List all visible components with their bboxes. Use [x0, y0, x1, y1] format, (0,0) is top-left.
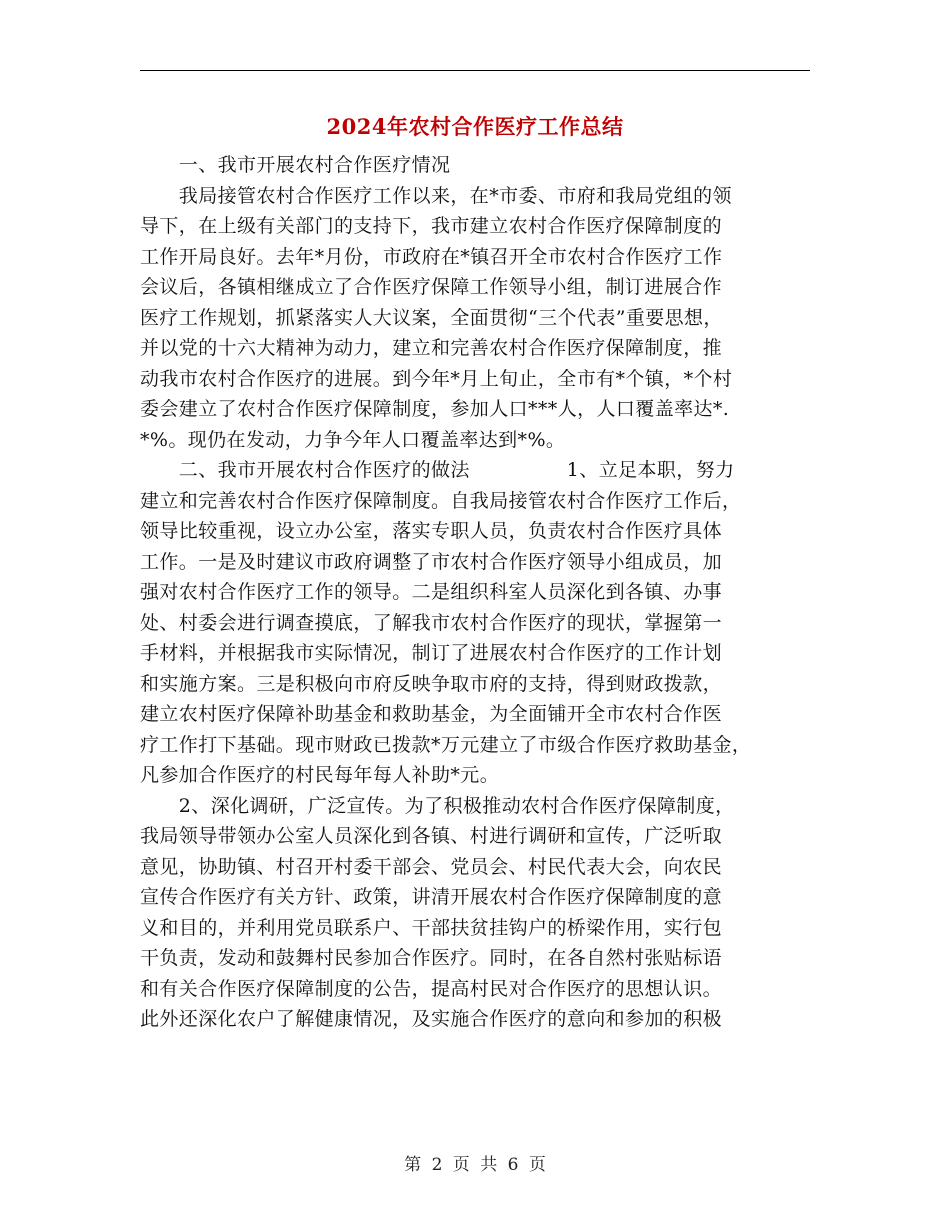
body-line: *%。现仍在发动，力争今年人口覆盖率达到*%。 — [140, 428, 566, 451]
body-line: 意见，协助镇、村召开村委干部会、党员会、村民代表大会，向农民 — [140, 855, 723, 878]
body-line: 2、深化调研，广泛宣传。为了积极推动农村合作医疗保障制度， — [140, 794, 735, 817]
body-line: 凡参加合作医疗的村民每年每人补助*元。 — [140, 764, 500, 786]
body-line: 二、我市开展农村合作医疗的做法 1、立足本职，努力 — [140, 459, 735, 481]
body-line: 建立农村医疗保障补助基金和救助基金，为全面铺开全市农村合作医 — [140, 703, 723, 725]
body-line: 并以党的十六大精神为动力，建立和完善农村合作医疗保障制度，推 — [140, 337, 723, 359]
body-line: 宣传合作医疗有关方针、政策，讲清开展农村合作医疗保障制度的意 — [140, 886, 723, 908]
body-line: 工作。一是及时建议市政府调整了市农村合作医疗领导小组成员，加 — [140, 550, 723, 573]
body-line: 一、我市开展农村合作医疗情况 — [140, 154, 451, 176]
body-line: 和有关合作医疗保障制度的公告，提高村民对合作医疗的思想认识。 — [140, 977, 723, 1000]
body-line: 医疗工作规划，抓紧落实人大议案，全面贯彻“三个代表”重要思想， — [140, 306, 723, 329]
body-line: 工作开局良好。去年*月份，市政府在*镇召开全市农村合作医疗工作 — [140, 245, 723, 268]
document-title: 2024年农村合作医疗工作总结 — [326, 114, 624, 139]
body-line: 建立和完善农村合作医疗保障制度。自我局接管农村合作医疗工作后， — [140, 489, 742, 512]
body-line: 处、村委会进行调查摸底，了解我市农村合作医疗的现状，掌握第一 — [140, 611, 723, 634]
body-line: 和实施方案。三是积极向市府反映争取市府的支持，得到财政拨款， — [140, 672, 723, 695]
body-line: 强对农村合作医疗工作的领导。二是组织科室人员深化到各镇、办事 — [140, 581, 723, 603]
body-line: 会议后，各镇相继成立了合作医疗保障工作领导小组，制订进展合作 — [140, 276, 723, 298]
body-line: 手材料，并根据我市实际情况，制订了进展农村合作医疗的工作计划 — [140, 642, 723, 664]
body-line: 干负责，发动和鼓舞村民参加合作医疗。同时，在各自然村张贴标语 — [140, 947, 723, 969]
body-line: 我局领导带领办公室人员深化到各镇、村进行调研和宣传，广泛听取 — [140, 825, 723, 847]
body-line: 我局接管农村合作医疗工作以来，在*市委、市府和我局党组的领 — [140, 184, 732, 207]
body-line: 导下，在上级有关部门的支持下，我市建立农村合作医疗保障制度的 — [140, 215, 723, 237]
body-line: 领导比较重视，设立办公室，落实专职人员，负责农村合作医疗具体 — [140, 520, 723, 542]
page-number: 第 2 页 共 6 页 — [404, 1155, 546, 1175]
body-line: 义和目的，并利用党员联系户、干部扶贫挂钩户的桥梁作用，实行包 — [140, 916, 723, 939]
body-line: 此外还深化农户了解健康情况，及实施合作医疗的意向和参加的积极 — [140, 1008, 723, 1030]
header-rule — [140, 70, 810, 71]
body-line: 动我市农村合作医疗的进展。到今年*月上旬止，全市有*个镇，*个村 — [140, 367, 733, 390]
body-line: 疗工作打下基础。现市财政已拨款*万元建立了市级合作医疗救助基金， — [140, 733, 752, 756]
body-line: 委会建立了农村合作医疗保障制度，参加人口***人，人口覆盖率达*. — [140, 398, 730, 420]
